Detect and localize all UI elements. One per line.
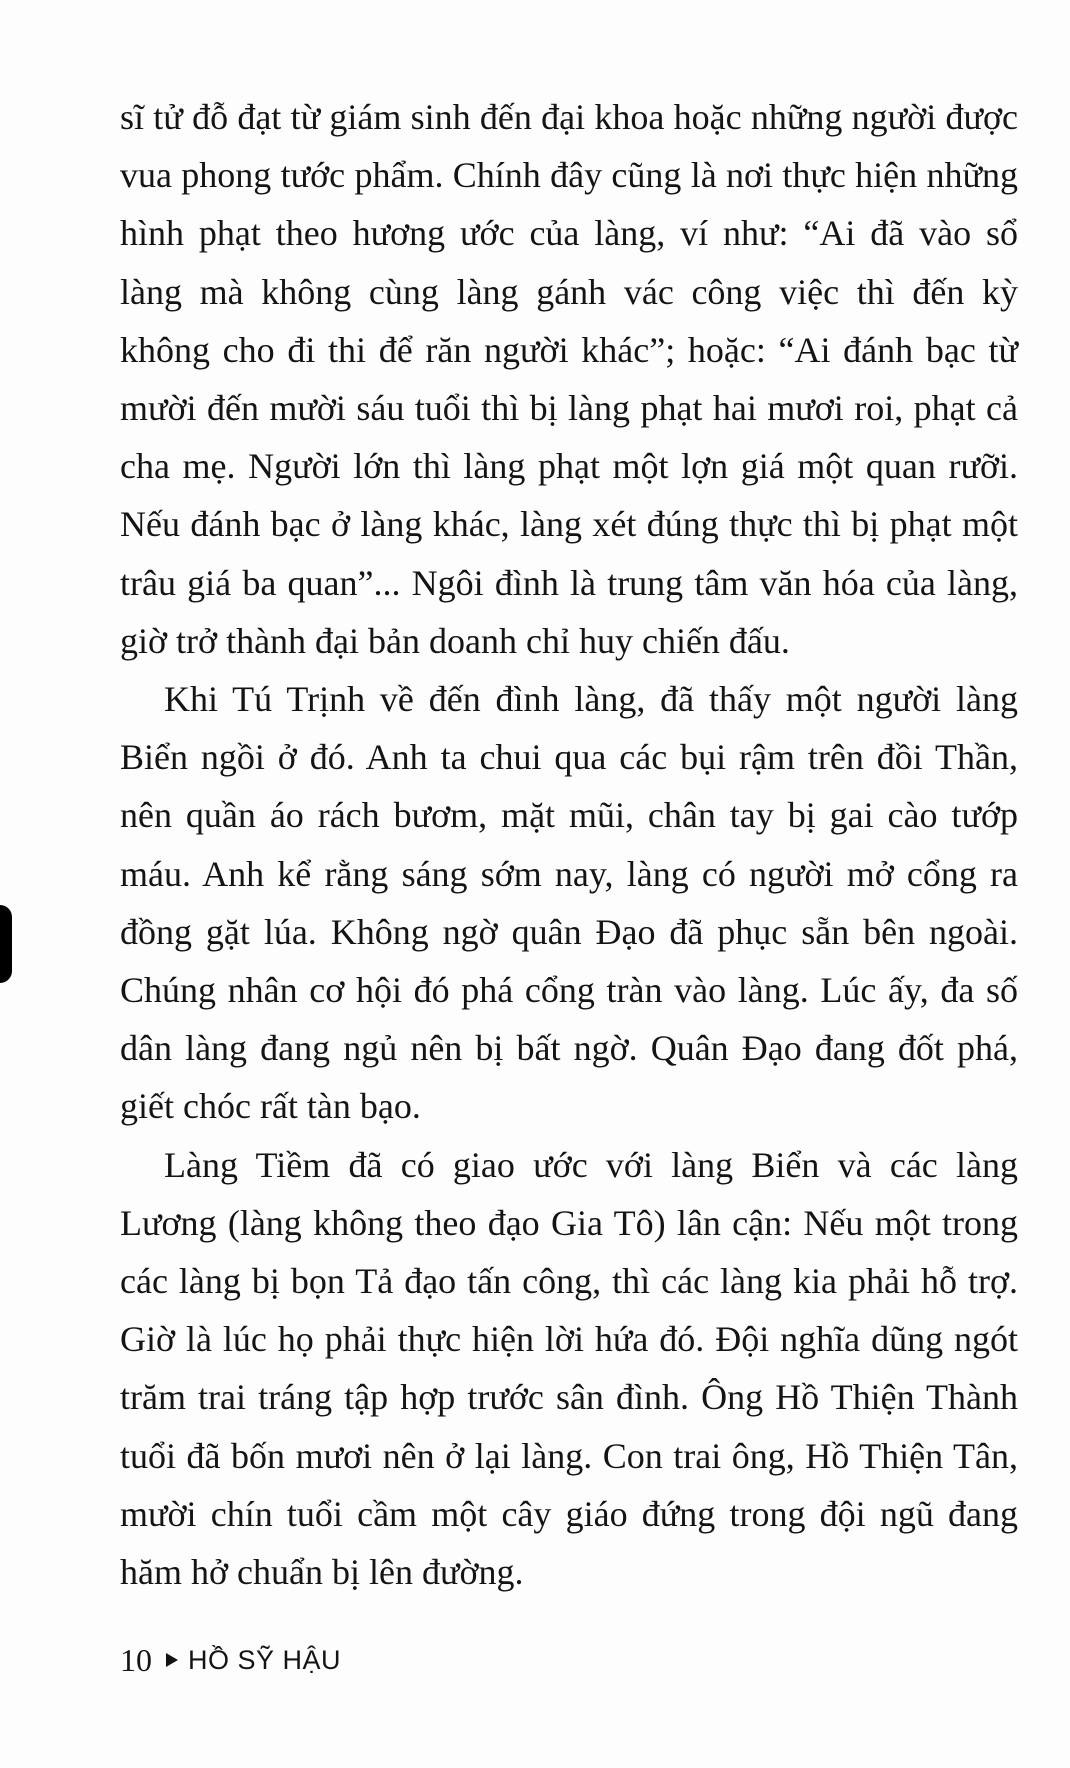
paragraph-1: sĩ tử đỗ đạt từ giám sinh đến đại khoa hoặc những người được vua phong tước phẩm. Chính đây cũng là nơi thực hiện những hình phạt theo hương ước của làng, ví như: “Ai đã vào sổ làng mà không cùng làng gánh vác công việc thì đến kỳ không cho đi thi để răn người khác”; hoặc: “Ai đánh bạc từ mười đến mười sáu tuổi thì bị làng phạt hai mươi roi, phạt cả cha mẹ. Người lớn thì làng phạt một lợn giá một quan rưỡi. Nếu đánh bạc ở làng khác, làng xét đúng thực thì bị phạt một trâu giá ba quan”... Ngôi đình là trung tâm văn hóa của làng, giờ trở thành đại bản doanh chỉ huy chiến đấu. (120, 97, 1018, 661)
page-footer (120, 1640, 341, 1680)
triangle-right-icon (166, 1653, 178, 1667)
paragraph-3: Làng Tiềm đã có giao ước với làng Biển và các làng Lương (làng không theo đạo Gia Tô) lân cận: Nếu một trong các làng bị bọn Tả đạo tấn công, thì các làng kia phải hỗ trợ. Giờ là lúc họ phải thực hiện lời hứa đó. Đội nghĩa dũng ngót trăm trai tráng tập hợp trước sân đình. Ông Hồ Thiện Thành tuổi đã bốn mươi nên ở lại làng. Con trai ông, Hồ Thiện Tân, mười chín tuổi cầm một cây giáo đứng trong đội ngũ đang hăm hở chuẩn bị lên đường. (120, 1144, 1018, 1593)
author-name: HỒ SỸ HẬU (188, 1644, 342, 1675)
paragraph-2: Khi Tú Trịnh về đến đình làng, đã thấy một người làng Biển ngồi ở đó. Anh ta chui qua các bụi rậm trên đồi Thần, nên quần áo rách bươm, mặt mũi, chân tay bị gai cào tướp máu. Anh kể rằng sáng sớm nay, làng có người mở cổng ra đồng gặt lúa. Không ngờ quân Đạo đã phục sẵn bên ngoài. Chúng nhân cơ hội đó phá cổng tràn vào làng. Lúc ấy, đa số dân làng đang ngủ nên bị bất ngờ. Quân Đạo đang đốt phá, giết chóc rất tàn bạo. (120, 679, 1018, 1127)
body-text (120, 88, 1018, 1601)
binding-shadow (0, 905, 12, 983)
page-number: 10 (120, 1641, 152, 1678)
